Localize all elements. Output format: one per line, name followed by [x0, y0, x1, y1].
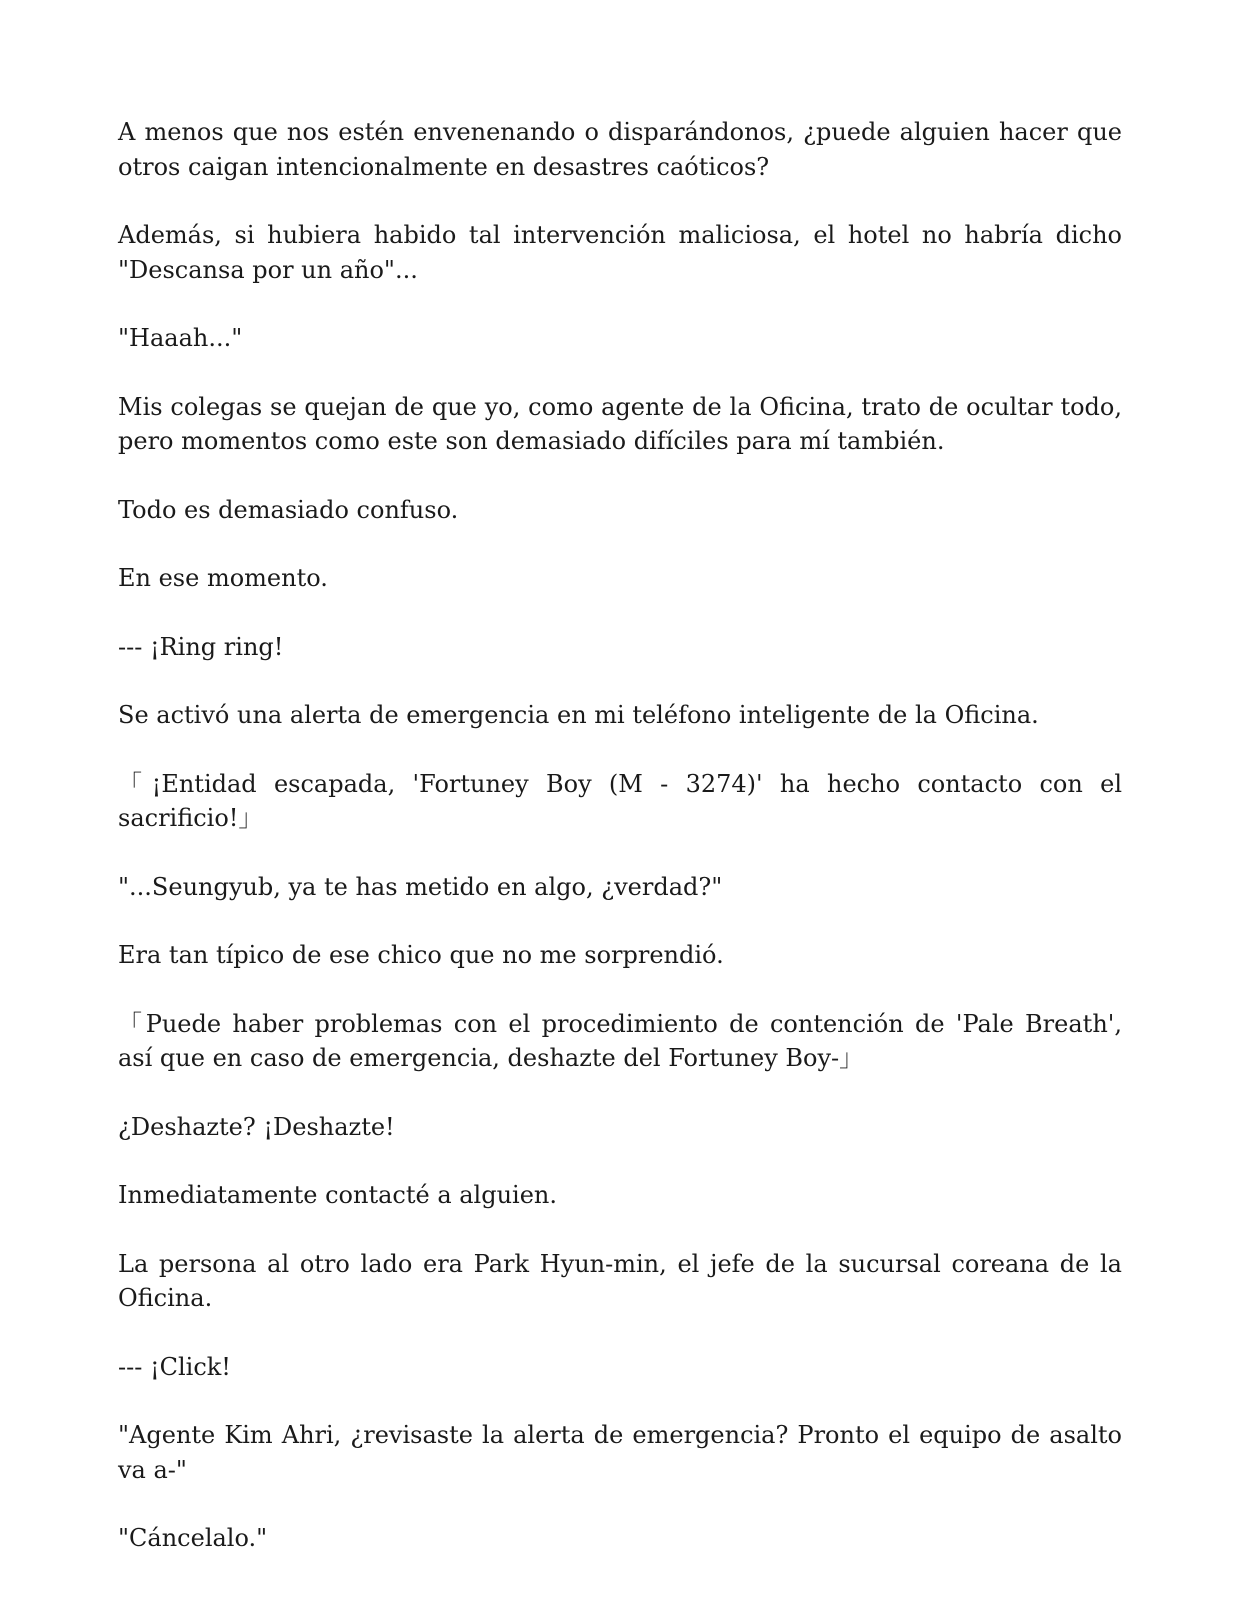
paragraph: "Haaah...": [118, 324, 243, 352]
paragraph: Se activó una alerta de emergencia en mi teléfono inteligente de la Oficina.: [118, 701, 1039, 729]
paragraph: En ese momento.: [118, 564, 328, 592]
paragraph: --- ¡Ring ring!: [118, 632, 284, 661]
paragraph: La persona al otro lado era Park Hyun-min, el jefe de la sucursal coreana de la Oficina.: [118, 1249, 1122, 1312]
paragraph: Todo es demasiado confuso.: [118, 495, 459, 524]
paragraph: --- ¡Click!: [118, 1352, 231, 1381]
paragraph: 「¡Entidad escapada, 'Fortuney Boy (M - 3274)' ha hecho contacto con el sacrificio!」: [118, 769, 1122, 832]
paragraph: 「Puede haber problemas con el procedimiento de contención de 'Pale Breath', así que en caso de emergencia, deshazte del Fortuney Boy-」: [118, 1009, 1122, 1072]
paragraph: "Cáncelalo.": [118, 1524, 268, 1552]
paragraph: A menos que nos estén envenenando o disparándonos, ¿puede alguien hacer que otros caigan intencionalmente en desastres caóticos?: [118, 118, 1122, 181]
paragraph: Mis colegas se quejan de que yo, como agente de la Oficina, trato de ocultar todo, pero momentos como este son demasiado difíciles para mí también.: [118, 392, 1122, 455]
paragraph: Era tan típico de ese chico que no me sorprendió.: [118, 941, 724, 969]
paragraph: ¿Deshazte? ¡Deshazte!: [118, 1112, 395, 1141]
paragraph: Inmediatamente contacté a alguien.: [118, 1181, 558, 1209]
paragraph: "Agente Kim Ahri, ¿revisaste la alerta de emergencia? Pronto el equipo de asalto va a-": [118, 1421, 1122, 1484]
paragraph: Además, si hubiera habido tal intervención maliciosa, el hotel no habría dicho "Descansa por un año"...: [118, 221, 1122, 284]
paragraph: "...Seungyub, ya te has metido en algo, ¿verdad?": [118, 872, 723, 901]
document-body: [118, 115, 1122, 1590]
